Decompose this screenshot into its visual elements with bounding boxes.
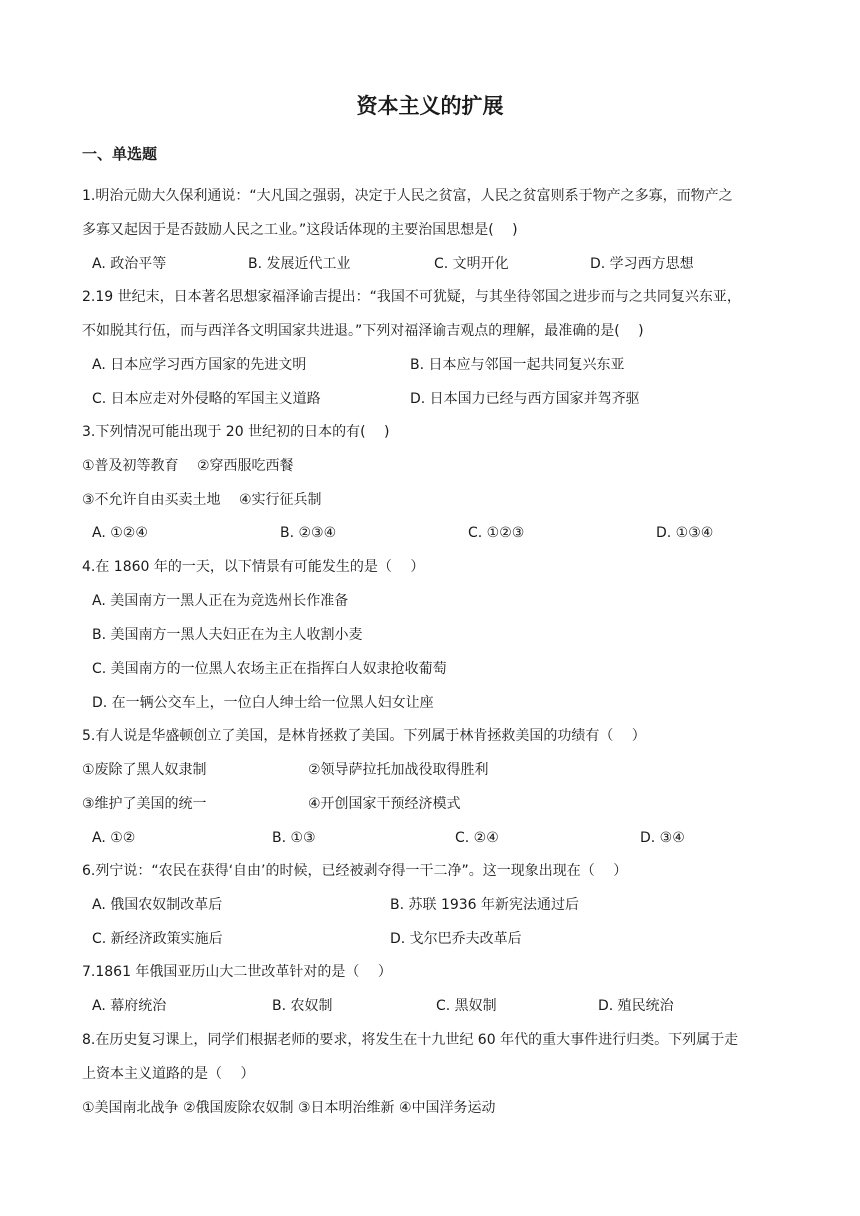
question-8-statements: ①美国南北战争 ②俄国废除农奴制 ③日本明治维新 ④中国洋务运动 xyxy=(82,1100,496,1116)
question-1-line-2: 多寡又起因于是否鼓励人民之工业。”这段话体现的主要治国思想是( ) xyxy=(82,222,518,238)
question-4-option-d: D. 在一辆公交车上，一位白人绅士给一位黑人妇女让座 xyxy=(92,695,434,711)
question-7-option-b: B. 农奴制 xyxy=(272,998,333,1014)
question-3-option-b: B. ②③④ xyxy=(280,525,337,541)
question-2-option-b: B. 日本应与邻国一起共同复兴东亚 xyxy=(410,357,625,373)
question-8-line-1: 8.在历史复习课上，同学们根据老师的要求，将发生在十九世纪 60 年代的重大事件进行归类。下列属于走 xyxy=(82,1032,739,1048)
question-7-option-c: C. 黑奴制 xyxy=(436,998,497,1014)
question-6-option-a: A. 俄国农奴制改革后 xyxy=(92,897,223,913)
question-5-option-d: D. ③④ xyxy=(640,830,685,846)
question-5-option-b: B. ①③ xyxy=(272,830,316,846)
question-5-statement-3: ③维护了美国的统一 xyxy=(82,796,207,812)
question-3-line-2: ①普及初等教育 ②穿西服吃西餐 xyxy=(82,458,294,474)
section-heading: 一、单选题 xyxy=(82,145,158,163)
question-7-option-d: D. 殖民统治 xyxy=(598,998,674,1014)
question-3-line-3: ③不允许自由买卖土地 ④实行征兵制 xyxy=(82,492,322,508)
question-6-option-c: C. 新经济政策实施后 xyxy=(92,931,223,947)
question-1-option-d: D. 学习西方思想 xyxy=(590,256,694,272)
question-7-option-a: A. 幕府统治 xyxy=(92,998,167,1014)
question-1-option-b: B. 发展近代工业 xyxy=(248,256,351,272)
question-3-option-d: D. ①③④ xyxy=(656,525,714,541)
question-2-line-1: 2.19 世纪末，日本著名思想家福泽谕吉提出：“我国不可犹疑，与其坐待邻国之进步而与之共同复兴东亚， xyxy=(82,289,741,305)
question-4-option-a: A. 美国南方一黑人正在为竞选州长作准备 xyxy=(92,593,349,609)
question-6-option-b: B. 苏联 1936 年新宪法通过后 xyxy=(390,897,580,913)
question-2-option-a: A. 日本应学习西方国家的先进文明 xyxy=(92,357,307,373)
question-4-option-c: C. 美国南方的一位黑人农场主正在指挥白人奴隶抢收葡萄 xyxy=(92,661,447,677)
question-2-option-c: C. 日本应走对外侵略的军国主义道路 xyxy=(92,391,321,407)
question-4-line-1: 4.在 1860 年的一天，以下情景有可能发生的是（ ） xyxy=(82,559,425,575)
question-5-statement-4: ④开创国家干预经济模式 xyxy=(308,796,461,812)
question-1-line-1: 1.明治元勋大久保利通说：“大凡国之强弱，决定于人民之贫富，人民之贫富则系于物产之多寡，而物产之 xyxy=(82,188,733,204)
page-title: 资本主义的扩展 xyxy=(356,94,504,118)
question-3-line-1: 3.下列情况可能出现于 20 世纪初的日本的有( ) xyxy=(82,424,390,440)
question-6-option-d: D. 戈尔巴乔夫改革后 xyxy=(390,931,522,947)
question-3-option-c: C. ①②③ xyxy=(468,525,525,541)
question-3-option-a: A. ①②④ xyxy=(92,525,148,541)
question-4-option-b: B. 美国南方一黑人夫妇正在为主人收割小麦 xyxy=(92,627,363,643)
question-2-line-2: 不如脱其行伍，而与西洋各文明国家共进退。”下列对福泽谕吉观点的理解，最准确的是( ) xyxy=(82,323,644,339)
question-5-statement-1: ①废除了黑人奴隶制 xyxy=(82,762,207,778)
question-8-line-2: 上资本主义道路的是（ ） xyxy=(82,1066,255,1082)
question-5-option-c: C. ②④ xyxy=(455,830,499,846)
question-2-option-d: D. 日本国力已经与西方国家并驾齐驱 xyxy=(410,391,640,407)
question-5-line-1: 5.有人说是华盛顿创立了美国，是林肯拯救了美国。下列属于林肯拯救美国的功绩有（ ） xyxy=(82,728,646,744)
question-1-option-a: A. 政治平等 xyxy=(92,256,167,272)
question-5-option-a: A. ①② xyxy=(92,830,136,846)
question-5-statement-2: ②领导萨拉托加战役取得胜利 xyxy=(308,762,489,778)
question-6-line-1: 6.列宁说：“农民在获得‘自由’的时候，已经被剥夺得一干二净”。这一现象出现在（ ） xyxy=(82,863,628,879)
question-1-option-c: C. 文明开化 xyxy=(434,256,509,272)
question-7-line-1: 7.1861 年俄国亚历山大二世改革针对的是（ ） xyxy=(82,964,392,980)
